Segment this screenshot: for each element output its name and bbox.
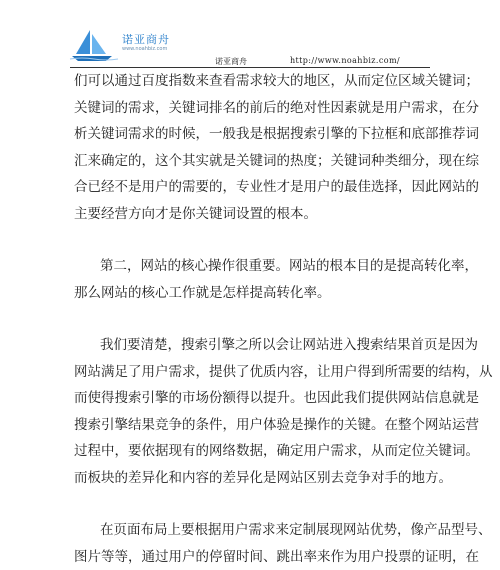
text-line: 过程中，要依据现有的网络数据，确定用户需求，从而定位关键词。 [74,438,434,465]
text-line: 汇来确定的，这个其实就是关键词的热度；关键词种类细分，现在综 [74,148,434,175]
text-line: 而使得搜索引擎的市场份额得以提升。也因此我们提供网站信息就是 [74,385,434,412]
paragraph-gap [74,306,434,332]
document-body [74,68,434,570]
paragraph [74,68,434,227]
text-line: 第二，网站的核心操作很重要。网站的根本目的是提高转化率， [74,253,434,280]
text-line: 在页面布局上要根据用户需求来定制展现网站优势，像产品型号、 [74,517,434,544]
sailboat-icon [70,28,118,62]
text-line: 网站满足了用户需求，提供了优质内容，让用户得到所需要的结构，从 [74,359,434,386]
paragraph-gap [74,227,434,253]
paragraph-gap [74,491,434,517]
text-line: 关键词的需求，关键词排名的前后的绝对性因素就是用户需求，在分 [74,95,434,122]
text-line: 合已经不是用户的需要的，专业性才是用户的最佳选择，因此网站的 [74,174,434,201]
text-line: 我们要清楚，搜索引擎之所以会让网站进入搜索结果首页是因为 [74,332,434,359]
header-url: http://www.noahbiz.com/ [290,56,400,65]
text-line: 析关键词需求的时候，一般我是根据搜索引擎的下拉框和底部推荐词 [74,121,434,148]
company-logo [70,28,180,62]
paragraph [74,253,434,306]
paragraph [74,332,434,491]
text-line: 那么网站的核心工作就是怎样提高转化率。 [74,280,434,307]
header-company-name: 诺亚商舟 [215,56,247,67]
text-line: 主要经营方向才是你关键词设置的根本。 [74,201,434,228]
paragraph [74,517,434,570]
page-header [0,0,500,68]
text-line: 搜索引擎结果竞争的条件，用户体验是操作的关键。在整个网站运营 [74,412,434,439]
text-line: 而板块的差异化和内容的差异化是网站区别去竞争对手的地方。 [74,465,434,492]
logo-chinese-name: 诺亚商舟 [122,31,170,47]
logo-domain: www.noahbiz.com [122,46,167,52]
text-line: 图片等等，通过用户的停留时间、跳出率来作为用户投票的证明，在 [74,544,434,570]
text-line: 们可以通过百度指数来查看需求较大的地区，从而定位区域关键词； [74,68,434,95]
